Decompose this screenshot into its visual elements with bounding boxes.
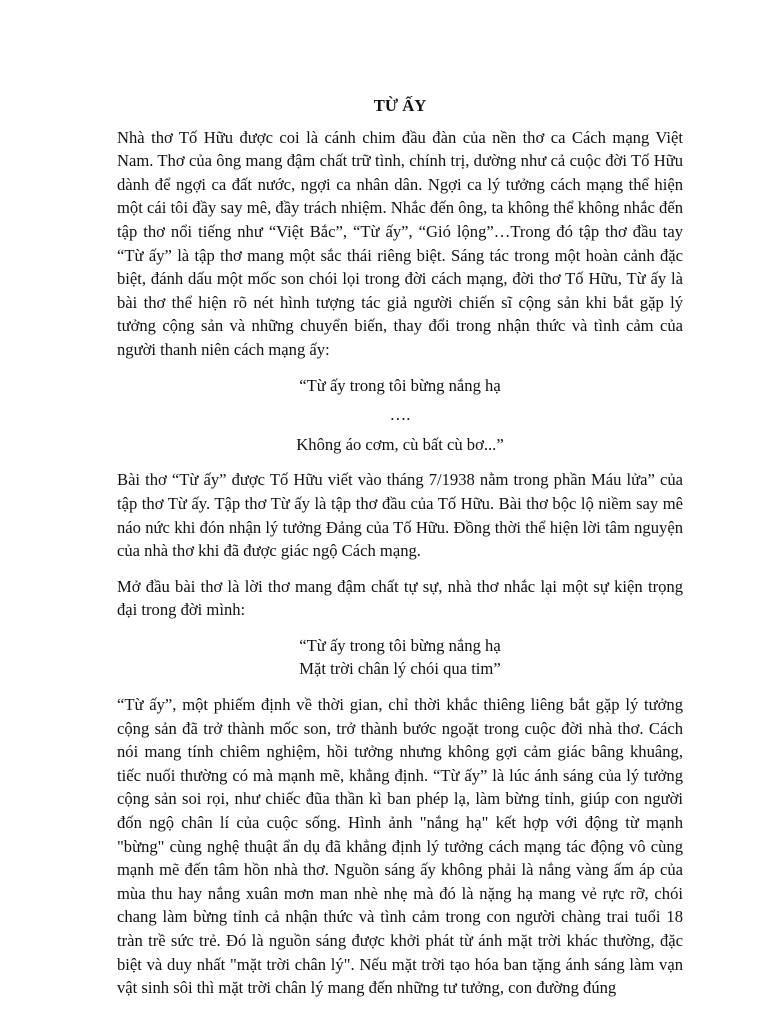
origin-paragraph: Bài thơ “Từ ấy” được Tố Hữu viết vào tháng 7/1938 nằm trong phần Máu lửa” của tập thơ Từ ấy. Tập thơ Từ ấy là tập thơ đầu của Tố Hữu. Bài thơ bộc lộ niềm say mê náo nức khi đón nhận lý tưởng Đảng của Tố Hữu. Đồng thời thể hiện lời tâm nguyện của nhà thơ khi đã được giác ngộ Cách mạng. [117, 470, 683, 561]
verse-line: Không áo cơm, cù bất cù bơ...” [296, 434, 504, 454]
verse-line: “Từ ấy trong tôi bừng nắng hạ [299, 635, 501, 655]
verse-quote-2 [117, 634, 683, 681]
verse-line: “Từ ấy trong tôi bừng nắng hạ [299, 375, 501, 395]
verse-line: Mặt trời chân lý chói qua tim” [299, 659, 501, 679]
document-body [117, 94, 683, 1012]
opening-paragraph: Mở đầu bài thơ là lời thơ mang đậm chất tự sự, nhà thơ nhắc lại một sự kiện trọng đại trong đời mình: [117, 576, 683, 620]
analysis-paragraph: “Từ ấy”, một phiếm định về thời gian, chỉ thời khắc thiêng liêng bắt gặp lý tưởng cộng sản đã trở thành mốc son, trở thành bước ngoặt trong cuộc đời nhà thơ. Cách nói mang tính chiêm nghiệm, hồi tưởng nhưng không gợi cảm giác bâng khuâng, tiếc nuối thường có mà mạnh mẽ, khẳng định. “Từ ấy” là lúc ánh sáng của lý tưởng cộng sản soi rọi, như chiếc đũa thần kì ban phép lạ, làm bừng tỉnh, giúp con người đốn ngộ chân lí của cuộc sống. Hình ảnh "nắng hạ" kết hợp với động từ mạnh "bừng" cùng nghệ thuật ẩn dụ đã khẳng định lý tưởng cách mạng tác động vô cùng mạnh mẽ đến tâm hồn nhà thơ. Nguồn sáng ấy không phải là nắng vàng ấm áp của mùa thu hay nắng xuân mơn man nhè nhẹ mà đó là nặng hạ mang vẻ rực rỡ, chói chang làm bừng tỉnh cả nhận thức và tình cảm trong con người chàng trai tuổi 18 tràn trề sức trẻ. Đó là nguồn sáng được khởi phát từ ánh mặt trời khác thường, đặc biệt và duy nhất "mặt trời chân lý". Nếu mặt trời tạo hóa ban tặng ánh sáng làm vạn vật sinh sôi thì mặt trời chân lý mang đến những tư tưởng, con đường đúng [117, 695, 683, 998]
document-title: TỪ ẤY [373, 96, 427, 115]
intro-paragraph: Nhà thơ Tố Hữu được coi là cánh chim đầu đàn của nền thơ ca Cách mạng Việt Nam. Thơ của ông mang đậm chất trữ tình, chính trị, dường như cả cuộc đời Tố Hữu dành để ngợi ca đất nước, ngợi ca nhân dân. Ngợi ca lý tưởng cách mạng thể hiện một cái tôi đầy say mê, đầy trách nhiệm. Nhắc đến ông, ta không thể không nhắc đến tập thơ nổi tiếng như “Việt Bắc”, “Từ ấy”, “Gió lộng”…Trong đó tập thơ đầu tay “Từ ấy” là tập thơ mang một sắc thái riêng biệt. Sáng tác trong một hoàn cảnh đặc biệt, đánh dấu một mốc son chói lọi trong đời cách mạng, đời thơ Tố Hữu, Từ ấy là bài thơ thể hiện rõ nét hình tượng tác giả người chiến sĩ cộng sản khi bắt gặp lý tưởng cộng sản và những chuyển biến, thay đổi trong nhận thức và tình cảm của người thanh niên cách mạng ấy: [117, 127, 683, 359]
verse-quote-1 [117, 374, 683, 457]
verse-ellipsis: …. [389, 405, 411, 425]
